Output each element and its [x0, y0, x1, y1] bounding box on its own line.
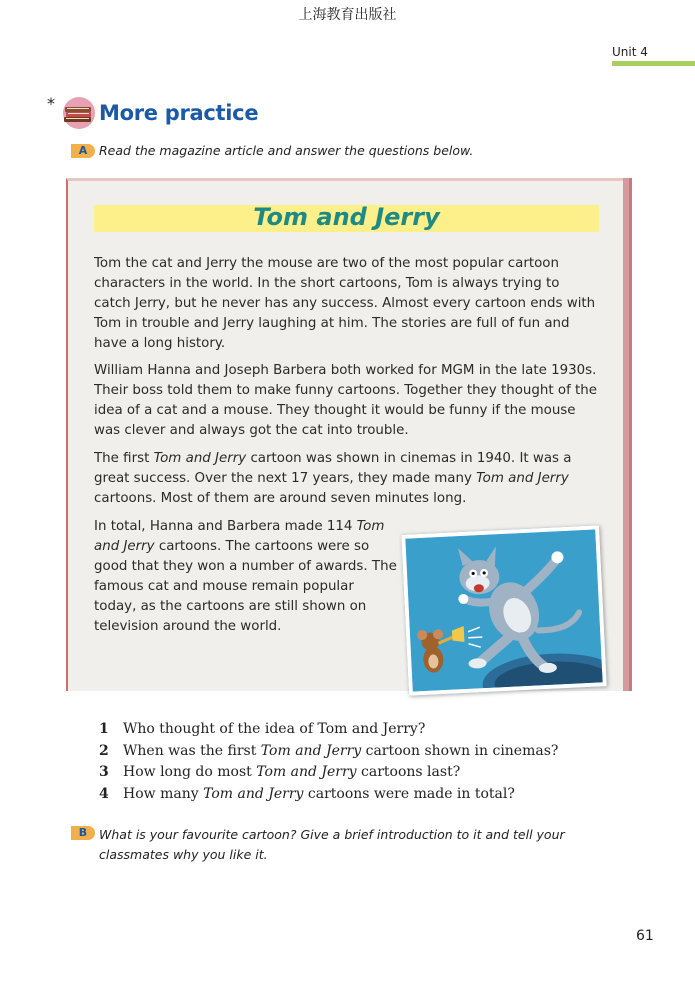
publisher-header: 上海教育出版社: [298, 7, 397, 23]
tom-and-jerry-cartoon-picture: [401, 525, 607, 695]
page-number: 61: [636, 928, 654, 944]
question-text: How long do most Tom and Jerry cartoons last?: [123, 764, 461, 780]
part-b-badge: B: [71, 826, 95, 840]
question-text: Who thought of the idea of Tom and Jerry?: [123, 721, 426, 737]
question-item: [99, 719, 558, 741]
article-paragraph-2: William Hanna and Joseph Barbera both worked for MGM in the late 1930s. Their boss told them to make funny cartoons. Together they thought of the idea of a cat and a mouse. They thought it would be funny if the mouse was clever and always got the cat into trouble.: [94, 363, 598, 438]
unit-accent-bar: [612, 61, 695, 66]
questions-list: [99, 719, 558, 805]
part-a-instruction: Read the magazine article and answer the questions below.: [99, 143, 474, 158]
part-a-badge: A: [71, 144, 95, 158]
section-marker: *: [47, 94, 55, 113]
unit-label: Unit 4: [612, 45, 648, 59]
section-title: More practice: [99, 101, 259, 125]
article-title: Tom and Jerry: [253, 203, 440, 231]
question-item: [99, 741, 558, 763]
books-icon: [60, 96, 98, 130]
question-item: [99, 784, 558, 806]
question-item: [99, 762, 558, 784]
article-paragraph-4: In total, Hanna and Barbera made 114 Tom and Jerry cartoons. The cartoons were so good that they won a number of awards. The famous cat and mouse remain popular today, as the cartoons are still shown on television around the world.: [94, 519, 397, 634]
part-b-instruction: What is your favourite cartoon? Give a brief introduction to it and tell your classmates why you like it.: [99, 827, 565, 862]
article-paragraph-1: Tom the cat and Jerry the mouse are two of the most popular cartoon characters in the world. In the short cartoons, Tom is always trying to catch Jerry, but he never has any success. Almost every cartoon ends with Tom in trouble and Jerry laughing at him. The stories are full of fun and have a long history.: [94, 256, 596, 351]
question-number: 3: [99, 764, 109, 780]
question-number: 1: [99, 721, 109, 737]
question-text: How many Tom and Jerry cartoons were made in total?: [123, 785, 515, 802]
article-paragraph-3: The first Tom and Jerry cartoon was shown in cinemas in 1940. It was a great success. Over the next 17 years, they made many Tom and Jerry cartoons. Most of them are around seven minutes long.: [94, 451, 572, 506]
question-text: When was the first Tom and Jerry cartoon shown in cinemas?: [123, 742, 559, 759]
question-number: 2: [99, 742, 109, 759]
question-number: 4: [99, 785, 109, 802]
